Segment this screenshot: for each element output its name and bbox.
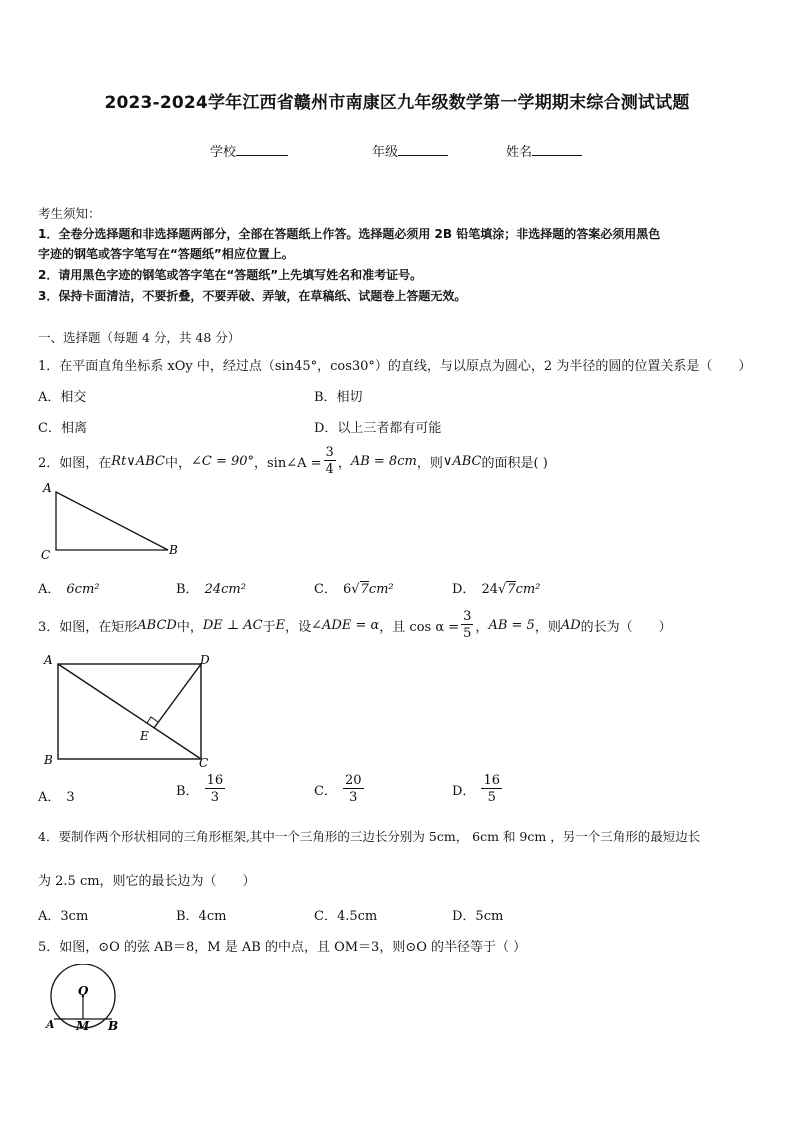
q3-cos: ，且 cos α = bbox=[379, 619, 460, 635]
q3-option-b-fraction bbox=[205, 774, 226, 804]
school-field bbox=[210, 141, 288, 160]
question-1: 1．在平面直角坐标系 xOy 中，经过点（sin45°，cos30°）的直线，与以原点为圆心，2 为半径的圆的位置关系是（ ） bbox=[38, 359, 752, 374]
question-3 bbox=[38, 610, 672, 640]
q2-option-c-label: C． bbox=[314, 582, 337, 597]
name-blank bbox=[532, 143, 582, 156]
fig5-label-o: O bbox=[78, 984, 89, 998]
q3-option-b-den: 3 bbox=[210, 790, 219, 805]
section-heading: 一、选择题（每题 4 分，共 48 分） bbox=[38, 330, 241, 345]
q3-option-d-den: 5 bbox=[487, 790, 496, 805]
q2-triangle-figure bbox=[36, 480, 186, 562]
school-blank bbox=[236, 143, 288, 156]
fig3-label-a: A bbox=[44, 653, 53, 667]
q2-text: ，则 bbox=[416, 455, 443, 471]
q2-option-d-coef: 24 bbox=[481, 582, 498, 597]
q2-option-a bbox=[38, 578, 99, 597]
q2-text: 的面积是( ) bbox=[481, 455, 548, 471]
q2-option-d bbox=[452, 578, 540, 597]
q3-option-d-label: D． bbox=[452, 783, 476, 799]
q3-perp: DE ⊥ AC bbox=[202, 617, 263, 633]
q3-option-c bbox=[314, 774, 366, 804]
q2-option-d-label: D． bbox=[452, 582, 476, 597]
q3-frac-den: 5 bbox=[463, 626, 472, 641]
q3-ab: AB = 5 bbox=[488, 617, 535, 633]
q2-option-b-label: B． bbox=[176, 582, 199, 597]
grade-field bbox=[372, 141, 448, 160]
fig3-label-b: B bbox=[44, 753, 53, 767]
question-4: 4．要制作两个形状相同的三角形框架,其中一个三角形的三边长分别为 5cm， 6cm 和 9cm ，另一个三角形的最短边长 bbox=[38, 829, 701, 844]
q2-sin: ，sin∠A = bbox=[254, 455, 322, 471]
q3-option-d-num: 16 bbox=[483, 773, 500, 788]
q1-option-c: C．相离 bbox=[38, 421, 87, 436]
fig5-label-a: A bbox=[46, 1018, 55, 1031]
q3-text: ，设 bbox=[285, 619, 312, 635]
q3-option-b-label: B． bbox=[176, 783, 199, 799]
q1-option-b: B．相切 bbox=[314, 390, 363, 405]
q5-circle-figure bbox=[36, 964, 136, 1036]
fig3-label-c: C bbox=[199, 756, 209, 770]
q4-option-d: D．5cm bbox=[452, 909, 504, 924]
q2-triangle: Rt∨ABC bbox=[111, 453, 165, 469]
q2-text: ， bbox=[337, 455, 351, 471]
q3-frac-num: 3 bbox=[463, 609, 472, 624]
question-2 bbox=[38, 446, 548, 476]
notice-item-1-cont: 字迹的钢笔或答字笔写在“答题纸”相应位置上。 bbox=[38, 247, 294, 261]
q2-frac-den: 4 bbox=[325, 462, 334, 477]
fig2-label-a: A bbox=[43, 481, 52, 495]
fig5-label-m: M bbox=[76, 1019, 90, 1033]
q2-option-c bbox=[314, 578, 394, 597]
grade-label: 年级 bbox=[372, 145, 399, 160]
q2-option-b-value: 24cm² bbox=[204, 582, 246, 597]
q2-option-c-radicand: 7 bbox=[360, 582, 369, 597]
q3-text: 的长为（ ） bbox=[580, 619, 672, 635]
grade-blank bbox=[398, 143, 448, 156]
q2-triangle: ∨ABC bbox=[442, 453, 482, 469]
q2-option-c-unit: cm² bbox=[368, 582, 394, 597]
q1-option-d: D．以上三者都有可能 bbox=[314, 421, 442, 436]
question-4-cont: 为 2.5 cm，则它的最长边为（ ） bbox=[38, 874, 256, 889]
q3-option-c-label: C． bbox=[314, 783, 337, 799]
sqrt-icon: √ bbox=[351, 582, 360, 597]
q3-angle: ∠ADE = α bbox=[311, 617, 380, 633]
q4-option-b: B．4cm bbox=[176, 909, 227, 924]
q3-text: 于 bbox=[262, 619, 276, 635]
name-label: 姓名 bbox=[506, 145, 533, 160]
q3-option-b bbox=[176, 774, 227, 804]
q3-option-a-value: 3 bbox=[66, 790, 75, 805]
page-title: 2023-2024学年江西省赣州市南康区九年级数学第一学期期末综合测试试题 bbox=[104, 93, 690, 113]
fig2-label-b: B bbox=[169, 543, 178, 557]
q4-option-a: A．3cm bbox=[38, 909, 89, 924]
q2-option-a-label: A． bbox=[38, 582, 61, 597]
fig3-label-e: E bbox=[140, 729, 149, 743]
notice-item-1: 1．全卷分选择题和非选择题两部分，全部在答题纸上作答。选择题必须用 2B 铅笔填涂；非选择题的答案必须用黑色 bbox=[38, 227, 661, 241]
q3-point: E bbox=[275, 617, 286, 633]
q2-frac-num: 3 bbox=[325, 445, 334, 460]
q3-text: ，则 bbox=[534, 619, 561, 635]
q2-text: 中， bbox=[164, 455, 191, 471]
name-field bbox=[506, 141, 582, 160]
q2-fraction bbox=[324, 446, 336, 476]
school-label: 学校 bbox=[210, 145, 237, 160]
q3-option-d-fraction bbox=[481, 774, 502, 804]
q2-angle: ∠C = 90° bbox=[190, 453, 255, 469]
q3-option-c-num: 20 bbox=[344, 773, 362, 788]
notice-heading: 考生须知： bbox=[38, 206, 101, 221]
notice-item-3: 3．保持卡面清洁，不要折叠，不要弄破、弄皱，在草稿纸、试题卷上答题无效。 bbox=[38, 289, 467, 303]
question-5: 5．如图，⊙O 的弦 AB＝8，M 是 AB 的中点，且 OM＝3，则⊙O 的半径等于（ ） bbox=[38, 940, 527, 955]
q3-option-a bbox=[38, 786, 75, 805]
q3-fraction bbox=[461, 610, 473, 640]
sqrt-icon: √ bbox=[497, 582, 507, 597]
q2-text: 2．如图，在 bbox=[38, 455, 112, 471]
notice-item-2: 2．请用黑色字迹的钢笔或答字笔在“答题纸”上先填写姓名和准考证号。 bbox=[38, 268, 423, 282]
q3-rect: ABCD bbox=[137, 617, 177, 633]
q2-option-d-unit: cm² bbox=[515, 582, 541, 597]
q4-option-c: C．4.5cm bbox=[314, 909, 378, 924]
q2-option-c-coef: 6 bbox=[342, 582, 352, 597]
q3-text: ， bbox=[475, 619, 489, 635]
q3-option-d bbox=[452, 774, 504, 804]
q3-option-c-den: 3 bbox=[349, 790, 358, 805]
q3-ad: AD bbox=[560, 617, 581, 633]
q3-option-c-fraction bbox=[343, 774, 364, 804]
q2-option-d-radicand: 7 bbox=[507, 582, 516, 597]
q3-option-a-label: A． bbox=[38, 790, 61, 805]
q3-text: 中， bbox=[176, 619, 203, 635]
fig3-label-d: D bbox=[200, 653, 210, 667]
q3-option-b-num: 16 bbox=[206, 773, 224, 788]
fig2-label-c: C bbox=[41, 548, 51, 562]
fig5-label-b: B bbox=[108, 1019, 119, 1033]
q2-option-b bbox=[176, 578, 246, 597]
q3-rectangle-figure bbox=[36, 650, 226, 772]
q2-option-a-value: 6cm² bbox=[66, 582, 100, 597]
q3-text: 3．如图，在矩形 bbox=[38, 619, 138, 635]
q1-option-a: A．相交 bbox=[38, 390, 87, 405]
q2-ab: AB = 8cm bbox=[350, 453, 417, 469]
